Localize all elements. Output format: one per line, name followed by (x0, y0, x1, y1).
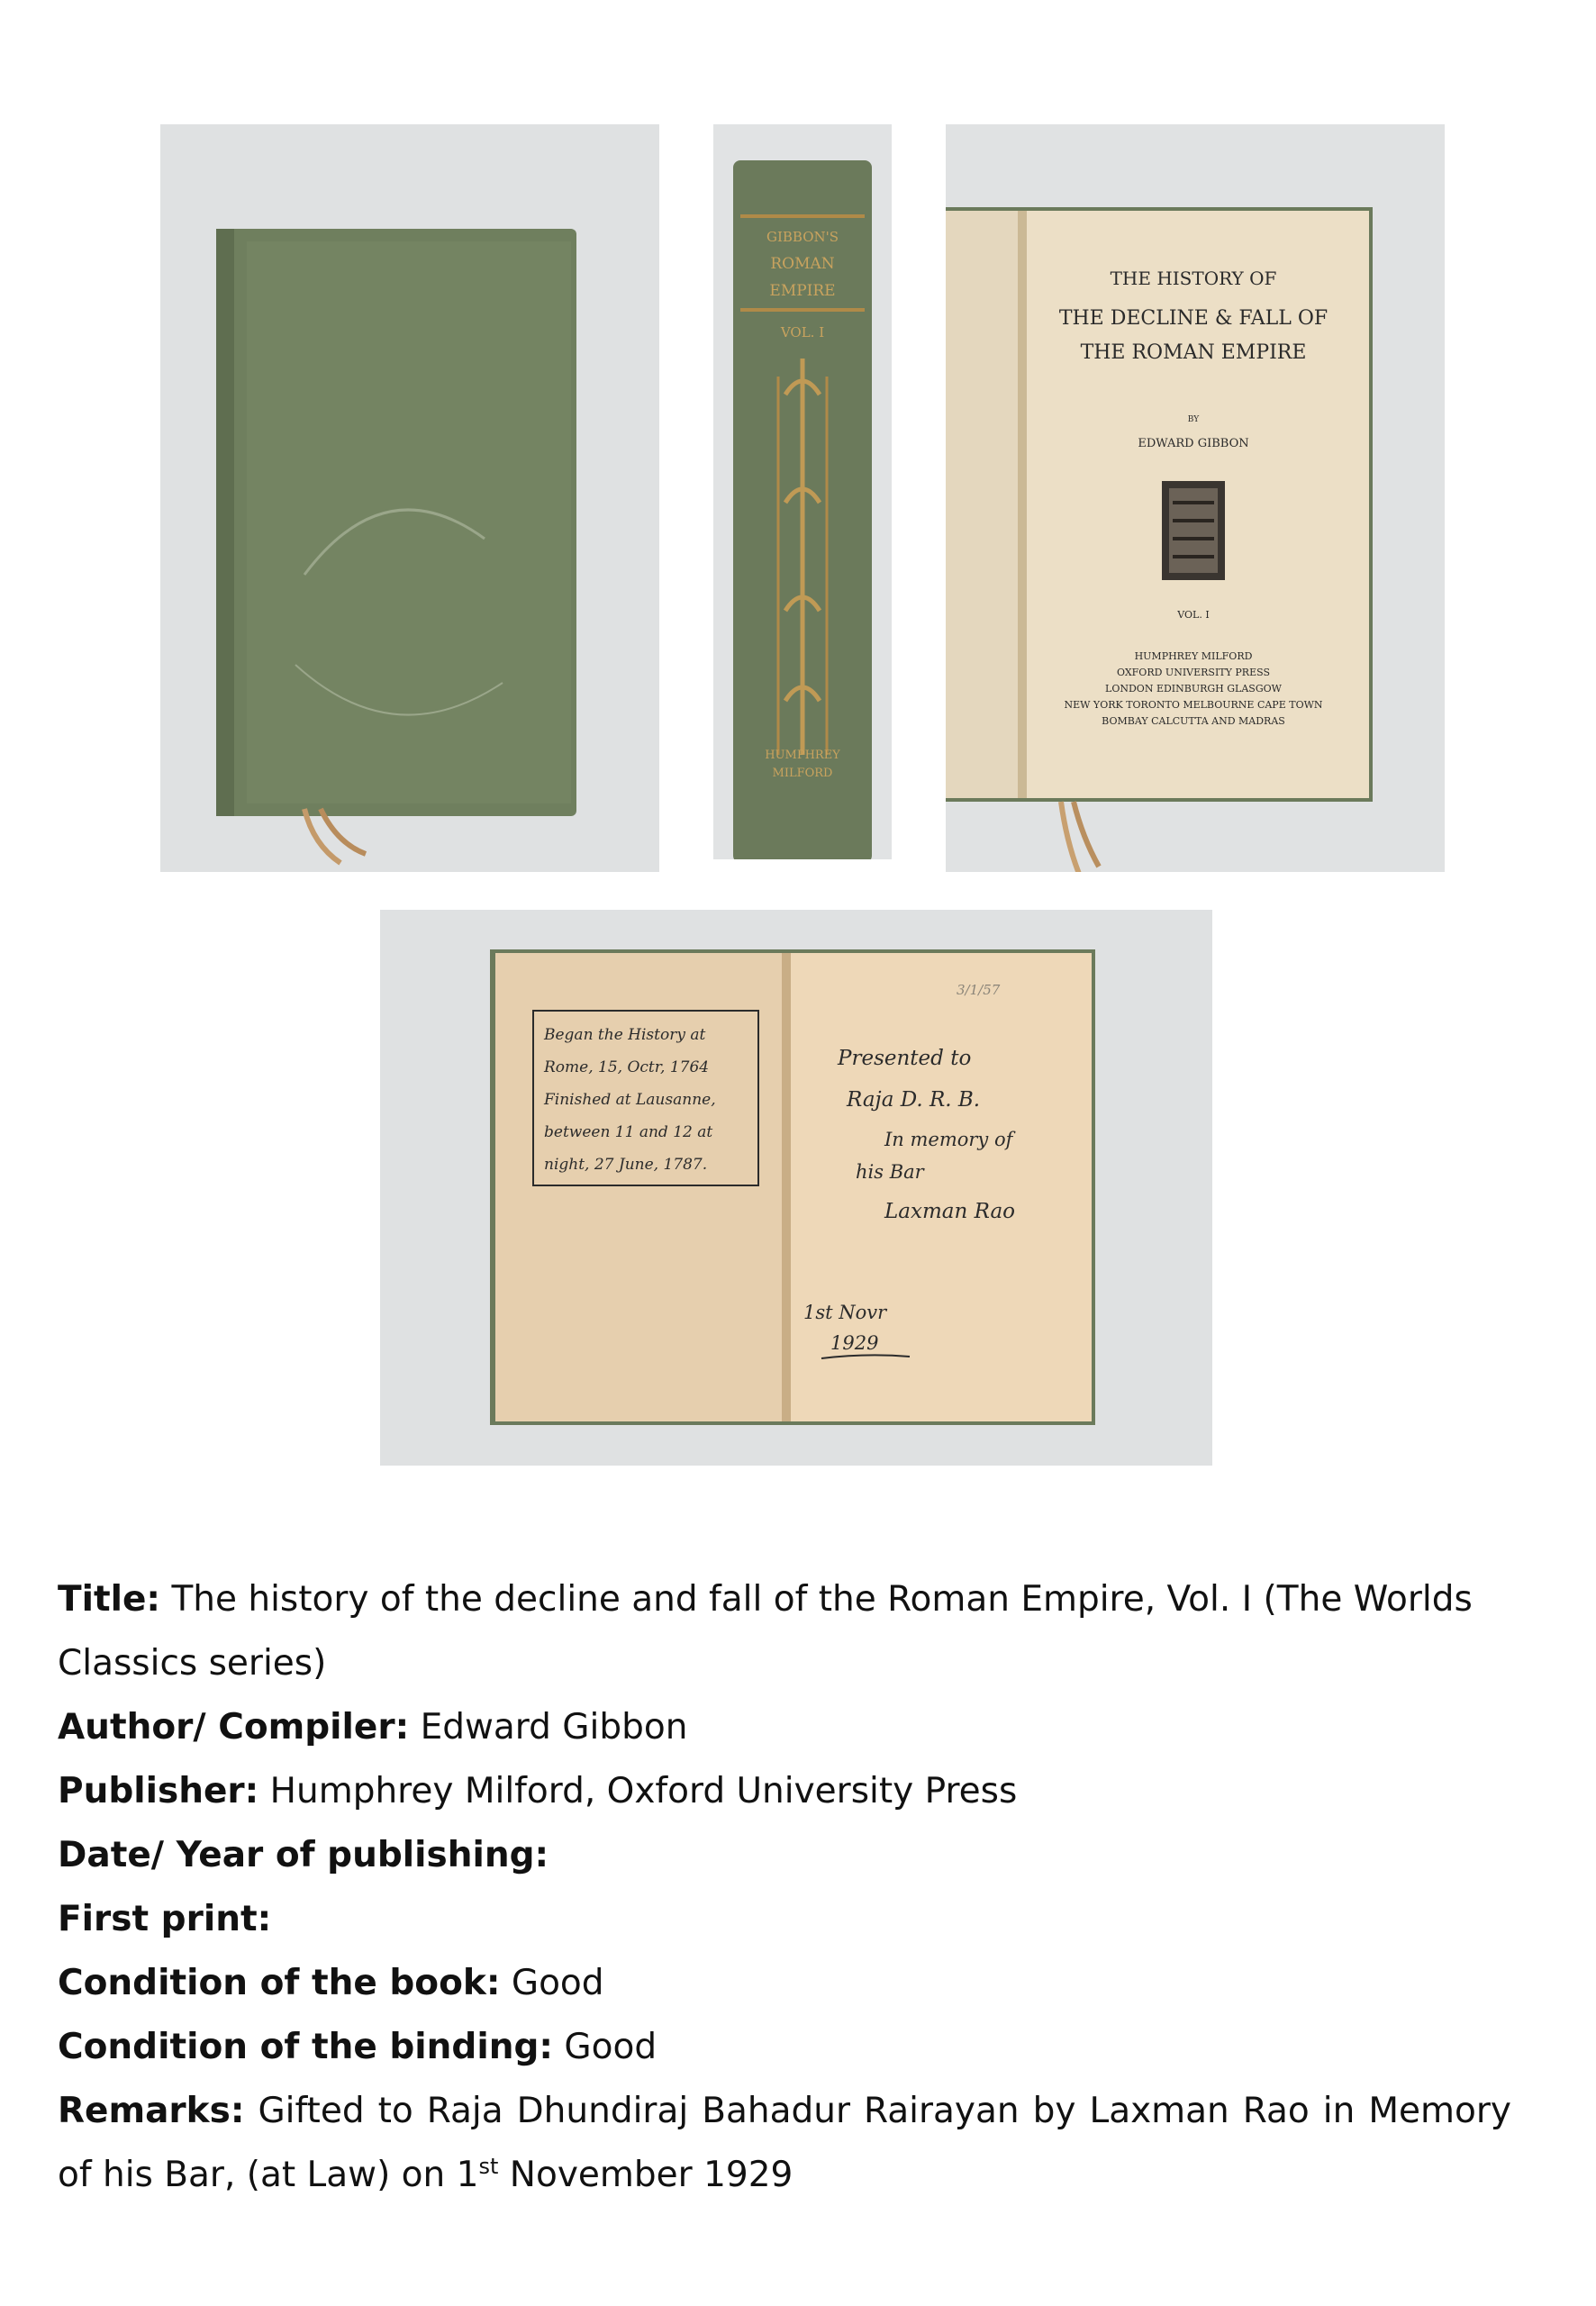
title-page-line-2: THE DECLINE & FALL OF (1058, 307, 1328, 330)
spine-line-1: GIBBON'S (766, 229, 839, 245)
title-page-imprint-4: NEW YORK TORONTO MELBOURNE CAPE TOWN (1064, 699, 1323, 711)
title-page-imprint-5: BOMBAY CALCUTTA AND MADRAS (1102, 715, 1285, 727)
box-note-line-4: between 11 and 12 at (544, 1123, 713, 1141)
spine-publisher-2: MILFORD (772, 767, 833, 780)
title-page-imprint-2: OXFORD UNIVERSITY PRESS (1117, 667, 1270, 678)
box-note-line-1: Began the History at (544, 1026, 706, 1044)
title-page-photo (946, 124, 1445, 872)
date-label: Date/ Year of publishing: (58, 1835, 549, 1875)
inscription-illustration (380, 910, 1212, 1466)
condition-book-value: Good (511, 1963, 604, 2003)
box-note-line-2: Rome, 15, Octr, 1764 (544, 1058, 710, 1076)
inscription-line-1: Presented to (838, 1047, 972, 1070)
first-print-label: First print: (58, 1899, 272, 1939)
corner-mark: 3/1/57 (957, 982, 1001, 998)
condition-binding-label: Condition of the binding: (58, 2027, 553, 2067)
book-spine-illustration (713, 124, 892, 859)
inscription-line-5: Laxman Rao (884, 1200, 1016, 1223)
condition-book-field (58, 1951, 1511, 2015)
first-print-field (58, 1887, 1511, 1951)
title-page-imprint-1: HUMPHREY MILFORD (1134, 650, 1253, 662)
title-page-line-1: THE HISTORY OF (1110, 268, 1277, 289)
catalogue-record (58, 1567, 1511, 2207)
author-label: Author/ Compiler: (58, 1707, 410, 1748)
title-field (58, 1567, 1511, 1695)
publisher-value: Humphrey Milford, Oxford University Press (269, 1771, 1018, 1811)
inscription-line-4: his Bar (856, 1161, 924, 1183)
date-field (58, 1823, 1511, 1887)
title-page-author: EDWARD GIBBON (1138, 437, 1249, 450)
book-spine-photo (713, 124, 892, 859)
remarks-field (58, 2079, 1511, 2207)
inscription-photo (380, 910, 1212, 1466)
author-value: Edward Gibbon (420, 1707, 688, 1748)
inscription-line-3: In memory of (884, 1129, 1013, 1150)
spine-volume: VOL. I (780, 324, 825, 340)
spine-publisher-1: HUMPHREY (765, 749, 840, 762)
title-page-volume: VOL. I (1177, 609, 1210, 621)
condition-book-label: Condition of the book: (58, 1963, 501, 2003)
title-page-illustration (946, 124, 1445, 872)
title-page-by: BY (1187, 415, 1200, 424)
spine-line-2: ROMAN (770, 255, 835, 273)
title-page-imprint-3: LONDON EDINBURGH GLASGOW (1105, 683, 1282, 695)
remarks-label: Remarks: (58, 2091, 245, 2131)
remarks-value-before: Gifted to Raja Dhundiraj Bahadur Rairayan by Laxman Rao in Memory of his Bar, (at Law) on 1 (58, 2091, 1511, 2195)
title-label: Title: (58, 1579, 161, 1620)
remarks-value-after: November 1929 (509, 2155, 793, 2195)
publisher-device-icon (1162, 481, 1225, 580)
title-value: The history of the decline and fall of the Roman Empire, Vol. I (The Worlds Classics series) (58, 1579, 1473, 1684)
spine-line-3: EMPIRE (769, 282, 836, 300)
condition-binding-value: Good (564, 2027, 657, 2067)
inscription-line-2: Raja D. R. B. (847, 1088, 981, 1112)
book-cover-illustration (160, 124, 659, 872)
publisher-field (58, 1759, 1511, 1823)
remarks-superscript: st (478, 2154, 499, 2179)
publisher-label: Publisher: (58, 1771, 259, 1811)
condition-binding-field (58, 2015, 1511, 2079)
date-note-line-2: 1929 (830, 1332, 879, 1354)
box-note-line-5: night, 27 June, 1787. (544, 1156, 708, 1174)
box-note-line-3: Finished at Lausanne, (544, 1091, 716, 1109)
author-field (58, 1695, 1511, 1759)
book-cover-photo (160, 124, 659, 872)
date-note-line-1: 1st Novr (803, 1302, 887, 1323)
title-page-line-3: THE ROMAN EMPIRE (1080, 341, 1307, 364)
